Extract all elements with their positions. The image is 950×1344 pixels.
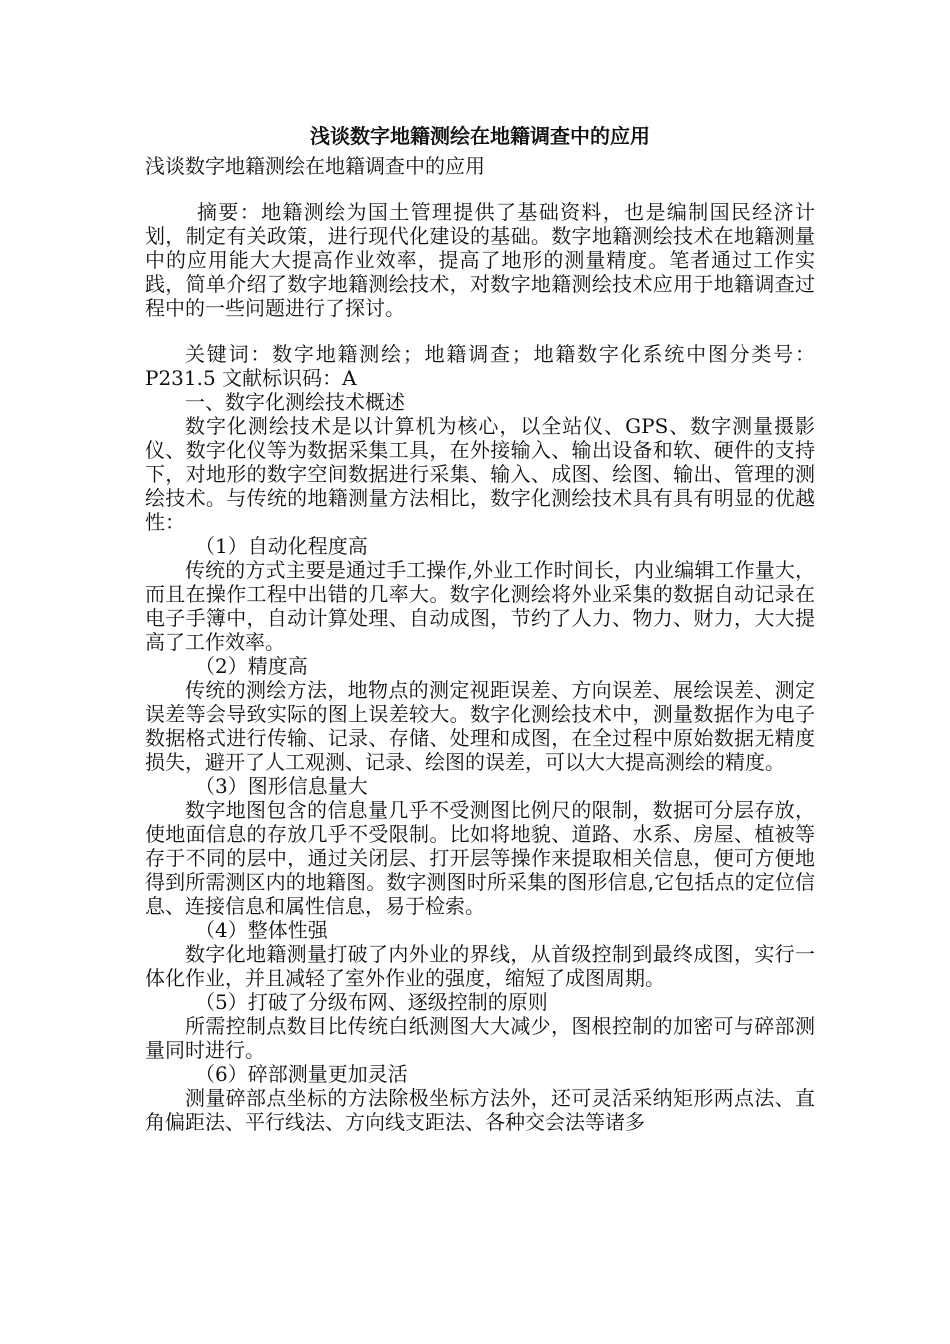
blank-line [145, 320, 815, 342]
item-heading: （3）图形信息量大 [195, 774, 368, 798]
abstract-paragraph: 摘要：地籍测绘为国土管理提供了基础资料，也是编制国民经济计划，制定有关政策，进行现代化建设的基础。数字地籍测绘技术在地籍测量中的应用能大大提高作业效率，提高了地形的测量精度。笔者通过工作实践，简单介绍了数字地籍测绘技术，对数字地籍测绘技术应用于地籍调查过程中的一些问题进行了探讨。 [145, 200, 815, 320]
item-heading: （5）打破了分级布网、逐级控制的原则 [195, 990, 548, 1014]
item-heading: （1）自动化程度高 [195, 534, 368, 558]
document-page [145, 118, 815, 1134]
keywords-paragraph: 关键词：数字地籍测绘；地籍调查；地籍数字化系统中图分类号：P231.5 文献标识码：A [145, 342, 815, 390]
item-paragraph: 数字地图包含的信息量几乎不受测图比例尺的限制，数据可分层存放，使地面信息的存放几乎不受限制。比如将地貌、道路、水系、房屋、植被等存于不同的层中，通过关闭层、打开层等操作来提取相关信息，便可方便地得到所需测区内的地籍图。数字测图时所采集的图形信息,它包括点的定位信息、连接信息和属性信息，易于检索。 [145, 798, 815, 918]
document-title: 浅谈数字地籍测绘在地籍调查中的应用 [310, 124, 650, 148]
item-heading: （4）整体性强 [195, 918, 328, 942]
section-paragraph: 数字化测绘技术是以计算机为核心，以全站仪、GPS、数字测量摄影仪、数字化仪等为数据采集工具，在外接输入、输出设备和软、硬件的支持下，对地形的数字空间数据进行采集、输入、成图、绘图、输出、管理的测绘技术。与传统的地籍测量方法相比，数字化测绘技术具有具有明显的优越性： [145, 414, 815, 534]
item-paragraph: 传统的方式主要是通过手工操作,外业工作时间长，内业编辑工作量大，而且在操作工程中出错的几率大。数字化测绘将外业采集的数据自动记录在电子手簿中，自动计算处理、自动成图，节约了人力、物力、财力，大大提高了工作效率。 [145, 558, 815, 654]
item-paragraph: 测量碎部点坐标的方法除极坐标方法外，还可灵活采纳矩形两点法、直角偏距法、平行线法、方向线支距法、各种交会法等诸多 [145, 1086, 815, 1134]
document-subtitle: 浅谈数字地籍测绘在地籍调查中的应用 [145, 154, 485, 178]
item-paragraph: 所需控制点数目比传统白纸测图大大减少，图根控制的加密可与碎部测量同时进行。 [145, 1014, 815, 1062]
blank-line [145, 178, 815, 200]
section-heading: 一、数字化测绘技术概述 [185, 390, 405, 414]
item-heading: （2）精度高 [195, 654, 308, 678]
item-paragraph: 数字化地籍测量打破了内外业的界线，从首级控制到最终成图，实行一体化作业，并且减轻了室外作业的强度，缩短了成图周期。 [145, 942, 815, 990]
item-heading: （6）碎部测量更加灵活 [195, 1062, 408, 1086]
item-paragraph: 传统的测绘方法，地物点的测定视距误差、方向误差、展绘误差、测定误差等会导致实际的图上误差较大。数字化测绘技术中，测量数据作为电子数据格式进行传输、记录、存储、处理和成图，在全过程中原始数据无精度损失，避开了人工观测、记录、绘图的误差，可以大大提高测绘的精度。 [145, 678, 815, 774]
